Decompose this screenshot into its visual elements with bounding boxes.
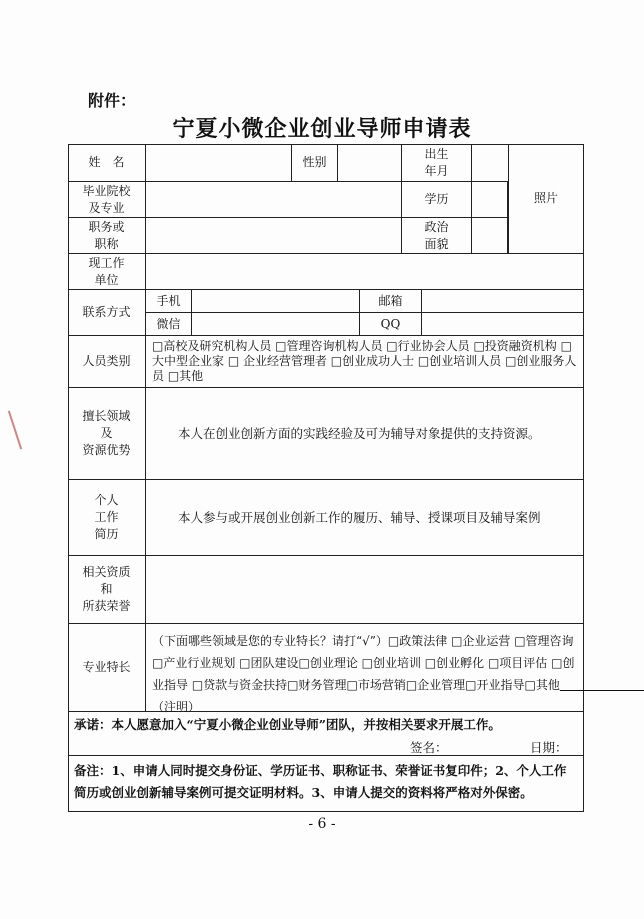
- name-field[interactable]: [146, 144, 292, 182]
- education-label: 学历: [402, 182, 472, 218]
- remark-label: 备注：: [74, 763, 112, 778]
- title-label: 职务或 职称: [68, 218, 146, 254]
- name-label: 姓 名: [68, 144, 146, 182]
- politics-field[interactable]: [472, 218, 508, 254]
- education-field[interactable]: [472, 182, 508, 218]
- wechat-field[interactable]: [192, 313, 360, 336]
- pledge-row: [68, 712, 584, 756]
- application-form-table: [68, 144, 584, 812]
- form-title: 宁夏小微企业创业导师申请表: [172, 116, 472, 142]
- category-options[interactable]: □高校及研究机构人员 □管理咨询机构人员 □行业协会人员 □投资融资机构 □大中型企业家 □ 企业经营管理者 □创业成功人士 □创业培训人员 □创业服务人员 □其他: [146, 336, 584, 388]
- school-label: 毕业院校 及专业: [68, 182, 146, 218]
- resume-label: 个人 工作 简历: [68, 480, 146, 556]
- honors-field[interactable]: [146, 556, 584, 624]
- specialty-note: （注明）: [152, 700, 201, 714]
- workplace-field[interactable]: [146, 254, 584, 290]
- wechat-label: 微信: [146, 313, 192, 336]
- specialty-text: （下面哪些领域是您的专业特长？请打“√”）□政策法律 □企业运营 □管理咨询 □产业行业规划 □团队建设□创业理论 □创业培训 □创业孵化 □项目评估 □创业指导 □贷款与资金扶持□财务管理□市场营销□企业管理□开业指导□其他: [152, 634, 575, 692]
- expertise-label: 擅长领域 及 资源优势: [68, 388, 146, 480]
- workplace-label: 现工作 单位: [68, 254, 146, 290]
- mobile-field[interactable]: [192, 290, 360, 313]
- resume-desc[interactable]: 本人参与或开展创业创新工作的履历、辅导、授课项目及辅导案例: [146, 480, 584, 556]
- scan-edge-mark: [8, 411, 22, 450]
- pledge-label: 承诺：: [74, 717, 112, 732]
- qq-field[interactable]: [422, 313, 584, 336]
- specialty-options[interactable]: [146, 624, 584, 712]
- remark-text: 1、申请人同时提交身份证、学历证书、职称证书、荣誉证书复印件；2、个人工作简历或创业创新辅导案例可提交证明材料。3、申请人提交的资料将严格对外保密。: [74, 763, 567, 800]
- mobile-label: 手机: [146, 290, 192, 313]
- specialty-other-blank[interactable]: [560, 678, 644, 692]
- honors-label: 相关资质 和 所获荣誉: [68, 556, 146, 624]
- photo-box[interactable]: [508, 144, 584, 254]
- politics-label: 政治 面貌: [402, 218, 472, 254]
- contact-label: 联系方式: [68, 290, 146, 336]
- birth-label: 出生 年月: [402, 144, 472, 182]
- category-label: 人员类别: [68, 336, 146, 388]
- specialty-label: 专业特长: [68, 624, 146, 712]
- gender-field[interactable]: [338, 144, 402, 182]
- email-field[interactable]: [422, 290, 584, 313]
- attachment-label: 附件：: [88, 91, 137, 110]
- remark-row: [68, 756, 584, 812]
- expertise-desc[interactable]: 本人在创业创新方面的实践经验及可为辅导对象提供的支持资源。: [146, 388, 584, 480]
- qq-label: QQ: [360, 313, 422, 336]
- title-field[interactable]: [146, 218, 402, 254]
- date-label[interactable]: 日期：: [530, 740, 568, 755]
- gender-label: 性别: [292, 144, 338, 182]
- signature-label[interactable]: 签名：: [410, 740, 448, 755]
- school-field[interactable]: [146, 182, 402, 218]
- page-number: - 6 -: [308, 816, 336, 832]
- email-label: 邮箱: [360, 290, 422, 313]
- pledge-text: 本人愿意加入“宁夏小微企业创业导师”团队，并按相关要求开展工作。: [111, 717, 501, 732]
- photo-label: 照片: [533, 191, 558, 205]
